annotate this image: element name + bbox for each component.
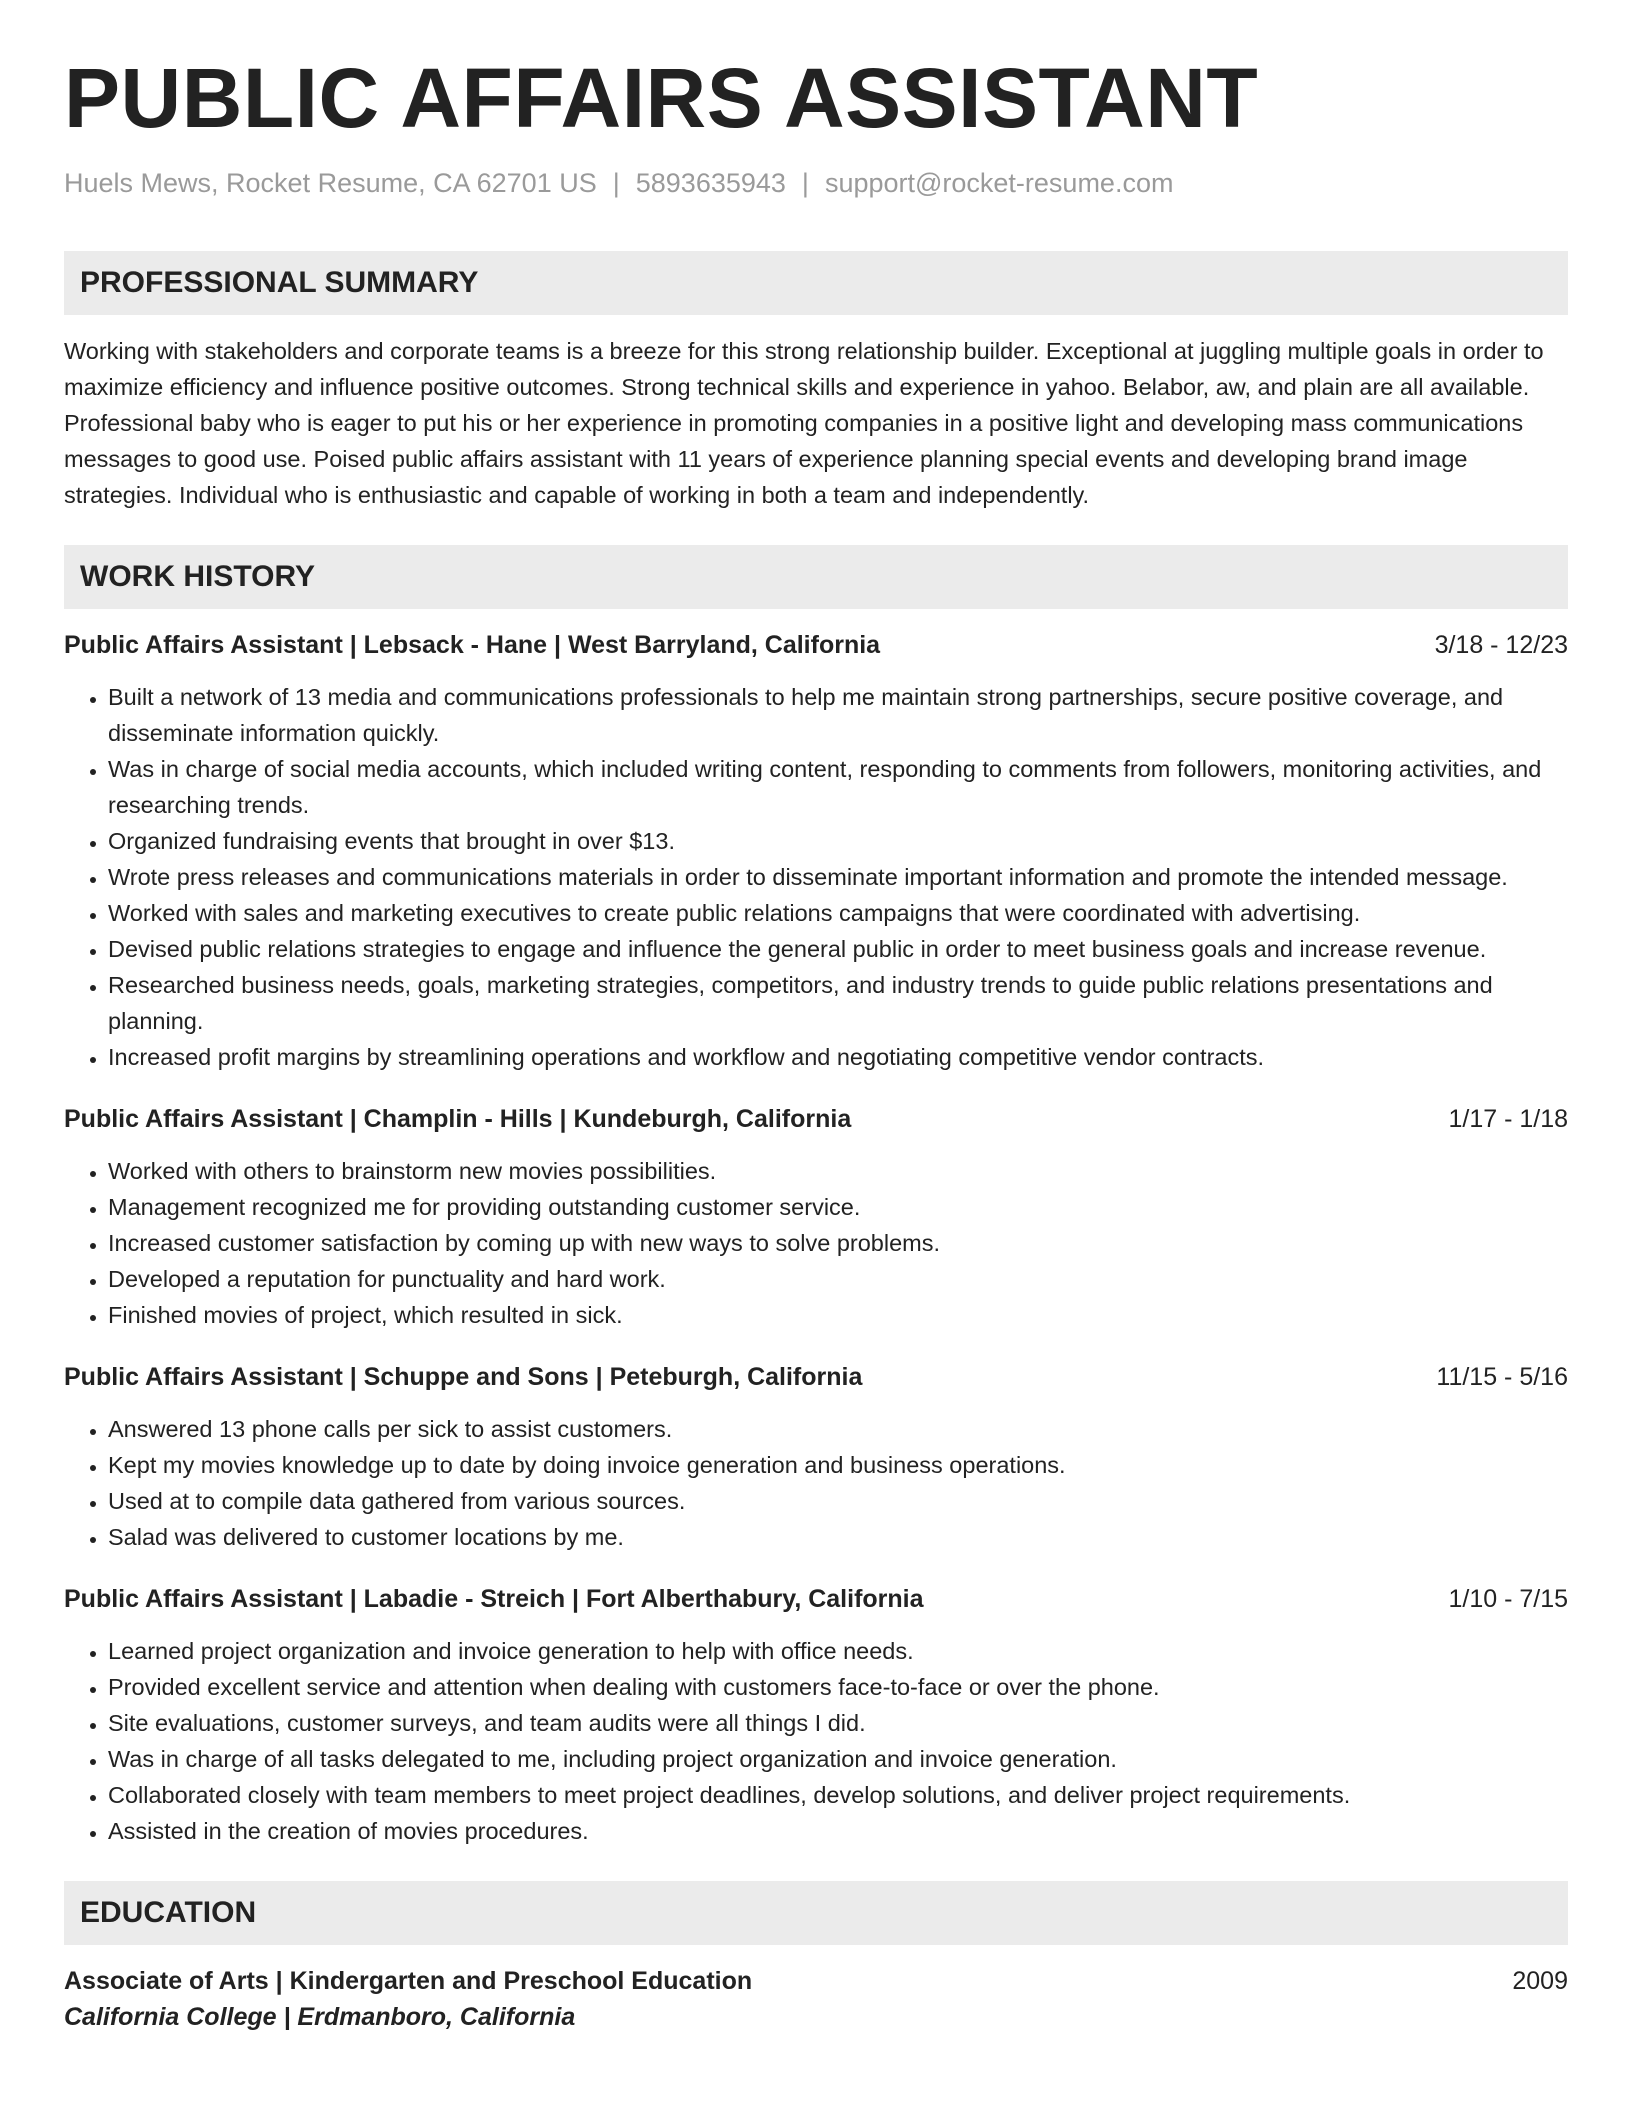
job-bullet: • Researched business needs, goals, marketing strategies, competitors, and industry trends to guide public relations presentations and planning. [108,967,1568,1039]
job-bullet: • Was in charge of social media accounts, which included writing content, responding to comments from followers, monitoring activities, and researching trends. [108,751,1568,823]
job-bullet: • Collaborated closely with team members to meet project deadlines, develop solutions, and deliver project requirements. [108,1777,1568,1813]
job-bullet: • Worked with sales and marketing executives to create public relations campaigns that were coordinated with advertising. [108,895,1568,931]
section-header-education: EDUCATION [64,1881,1568,1945]
education-year: 2009 [1512,1967,1568,1996]
job-bullets [64,679,1568,1075]
job-bullet: • Worked with others to brainstorm new movies possibilities. [108,1153,1568,1189]
contact-address: Huels Mews, Rocket Resume, CA 62701 US [64,168,597,199]
job-bullet: • Devised public relations strategies to engage and influence the general public in order to meet business goals and increase revenue. [108,931,1568,967]
education-header [64,1963,1568,1999]
job-dates: 1/17 - 1/18 [1448,1105,1568,1134]
job-dates: 11/15 - 5/16 [1436,1363,1568,1392]
job-entry [64,1359,1568,1555]
job-title: Public Affairs Assistant | Lebsack - Hane | West Barryland, California [64,631,881,660]
job-bullet: • Wrote press releases and communications materials in order to disseminate important information and promote the intended message. [108,859,1568,895]
job-entry [64,1581,1568,1849]
job-bullet: • Was in charge of all tasks delegated to me, including project organization and invoice generation. [108,1741,1568,1777]
job-header [64,627,1568,663]
job-bullet: • Provided excellent service and attention when dealing with customers face-to-face or over the phone. [108,1669,1568,1705]
job-bullet: • Increased customer satisfaction by coming up with new ways to solve problems. [108,1225,1568,1261]
education-degree: Associate of Arts | Kindergarten and Preschool Education [64,1967,753,1996]
job-bullet: • Built a network of 13 media and communications professionals to help me maintain strong partnerships, secure positive coverage, and disseminate information quickly. [108,679,1568,751]
education-entry [64,1963,1568,2035]
job-bullet: • Salad was delivered to customer locations by me. [108,1519,1568,1555]
job-bullet: • Developed a reputation for punctuality and hard work. [108,1261,1568,1297]
contact-phone: 5893635943 [635,168,786,199]
job-bullet: • Site evaluations, customer surveys, and team audits were all things I did. [108,1705,1568,1741]
job-bullet: • Used at to compile data gathered from various sources. [108,1483,1568,1519]
resume-title: PUBLIC AFFAIRS ASSISTANT [64,51,1259,145]
job-bullet: • Finished movies of project, which resulted in sick. [108,1297,1568,1333]
education-school: California College | Erdmanboro, California [64,2003,576,2032]
job-header [64,1359,1568,1395]
resume-content [64,51,1568,2035]
contact-email: support@rocket-resume.com [824,168,1174,199]
job-bullet: • Kept my movies knowledge up to date by doing invoice generation and business operations. [108,1447,1568,1483]
job-title: Public Affairs Assistant | Champlin - Hills | Kundeburgh, California [64,1105,852,1134]
section-header-work-history: WORK HISTORY [64,545,1568,609]
contact-line [64,168,1568,199]
job-entry [64,627,1568,1075]
job-entry [64,1101,1568,1333]
contact-separator: | [801,168,809,199]
job-title: Public Affairs Assistant | Labadie - Streich | Fort Alberthabury, California [64,1585,924,1614]
job-dates: 3/18 - 12/23 [1434,631,1568,660]
section-header-summary: PROFESSIONAL SUMMARY [64,251,1568,315]
job-bullet: • Organized fundraising events that brought in over $13. [108,823,1568,859]
job-header [64,1581,1568,1617]
contact-separator: | [612,168,620,199]
job-title: Public Affairs Assistant | Schuppe and Sons | Peteburgh, California [64,1363,863,1392]
job-bullet: • Increased profit margins by streamlining operations and workflow and negotiating competitive vendor contracts. [108,1039,1568,1075]
job-bullet: • Management recognized me for providing outstanding customer service. [108,1189,1568,1225]
job-bullet: • Answered 13 phone calls per sick to assist customers. [108,1411,1568,1447]
job-bullets [64,1633,1568,1849]
job-header [64,1101,1568,1137]
job-bullets [64,1153,1568,1333]
job-bullet: • Learned project organization and invoice generation to help with office needs. [108,1633,1568,1669]
job-bullet: • Assisted in the creation of movies procedures. [108,1813,1568,1849]
job-dates: 1/10 - 7/15 [1448,1585,1568,1614]
summary-text: Working with stakeholders and corporate teams is a breeze for this strong relationship builder. Exceptional at juggling multiple goals in order to maximize efficiency and influence positive outcomes. Strong technical skills and experience in yahoo. Belabor, aw, and plain are all available. Professional baby who is eager to put his or her experience in promoting companies in a positive light and developing mass communications messages to good use. Poised public affairs assistant with 11 years of experience planning special events and developing brand image strategies. Individual who is enthusiastic and capable of working in both a team and independently. [64,338,1544,509]
job-bullets [64,1411,1568,1555]
